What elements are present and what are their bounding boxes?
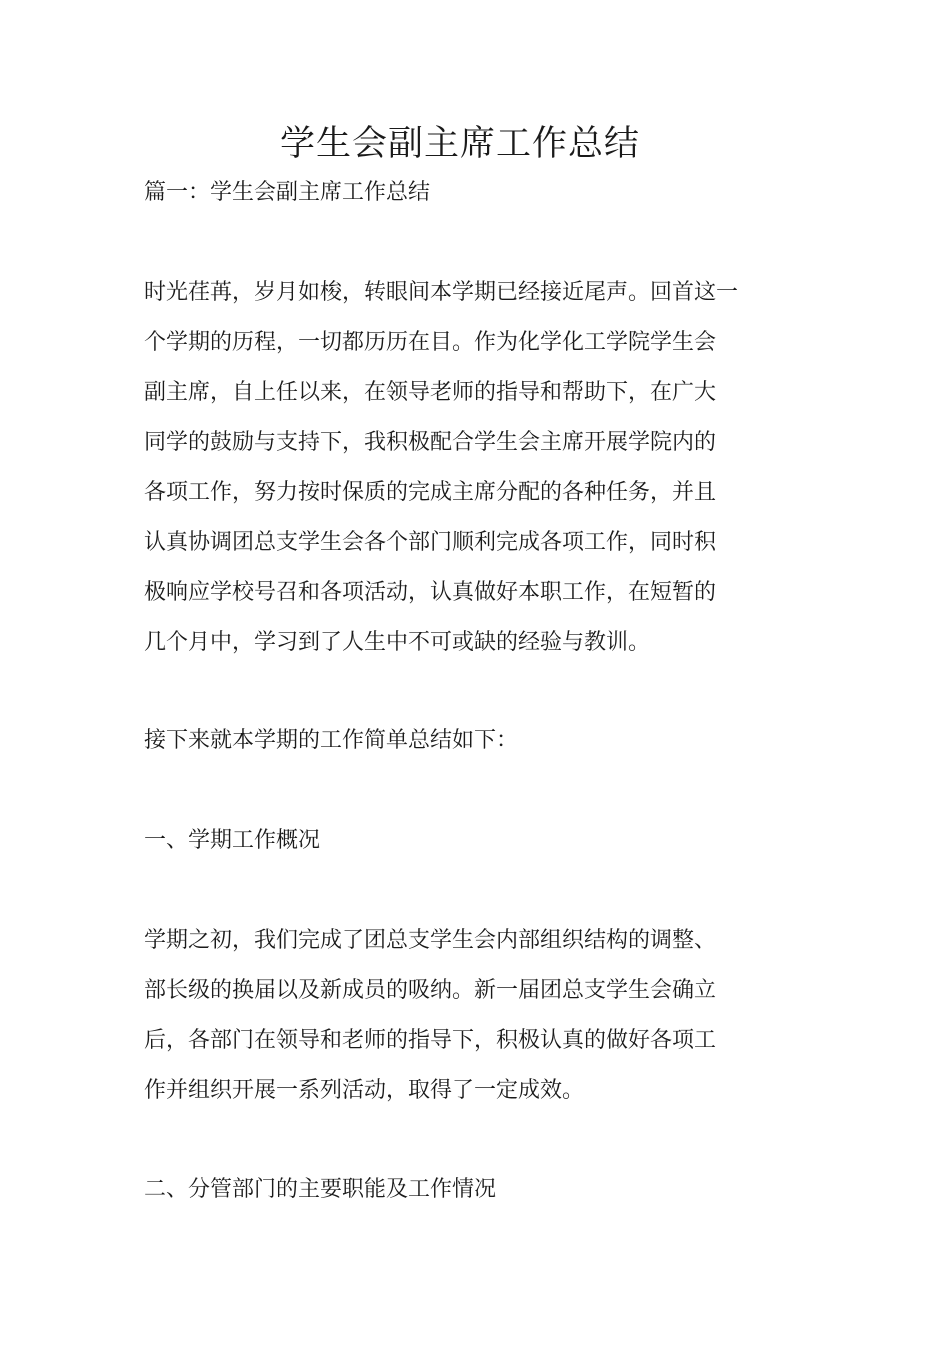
paragraph-line: 作并组织开展一系列活动，取得了一定成效。 (144, 1078, 585, 1103)
paragraph-line: 个学期的历程，一切都历历在目。作为化学化工学院学生会 (144, 330, 717, 355)
paragraph-line: 学期之初，我们完成了团总支学生会内部组织结构的调整、 (144, 928, 717, 953)
section-heading-1 (144, 816, 784, 866)
paragraph-line: 几个月中，学习到了人生中不可或缺的经验与教训。 (144, 630, 651, 655)
document-subtitle: 篇一：学生会副主席工作总结 (144, 180, 431, 205)
paragraph-line: 极响应学校号召和各项活动，认真做好本职工作，在短暂的 (144, 580, 717, 605)
paragraph-line: 各项工作，努力按时保质的完成主席分配的各种任务，并且 (144, 480, 717, 505)
paragraph-line: 时光荏苒，岁月如梭，转眼间本学期已经接近尾声。回首这一 (144, 280, 739, 305)
summary-intro-paragraph (144, 716, 784, 766)
semester-overview-paragraph (144, 916, 784, 1116)
paragraph-line: 认真协调团总支学生会各个部门顺利完成各项工作，同时积 (144, 530, 717, 555)
section-heading-2 (144, 1165, 784, 1215)
heading-line: 二、分管部门的主要职能及工作情况 (144, 1177, 497, 1202)
paragraph-line: 副主席，自上任以来，在领导老师的指导和帮助下，在广大 (144, 380, 717, 405)
intro-paragraph (144, 268, 784, 668)
paragraph-line: 同学的鼓励与支持下，我积极配合学生会主席开展学院内的 (144, 430, 717, 455)
document-title: 学生会副主席工作总结 (279, 124, 640, 164)
paragraph-line: 部长级的换届以及新成员的吸纳。新一届团总支学生会确立 (144, 978, 717, 1003)
paragraph-line: 接下来就本学期的工作简单总结如下： (144, 728, 519, 753)
paragraph-line: 后，各部门在领导和老师的指导下，积极认真的做好各项工 (144, 1028, 717, 1053)
heading-line: 一、学期工作概况 (144, 828, 321, 853)
